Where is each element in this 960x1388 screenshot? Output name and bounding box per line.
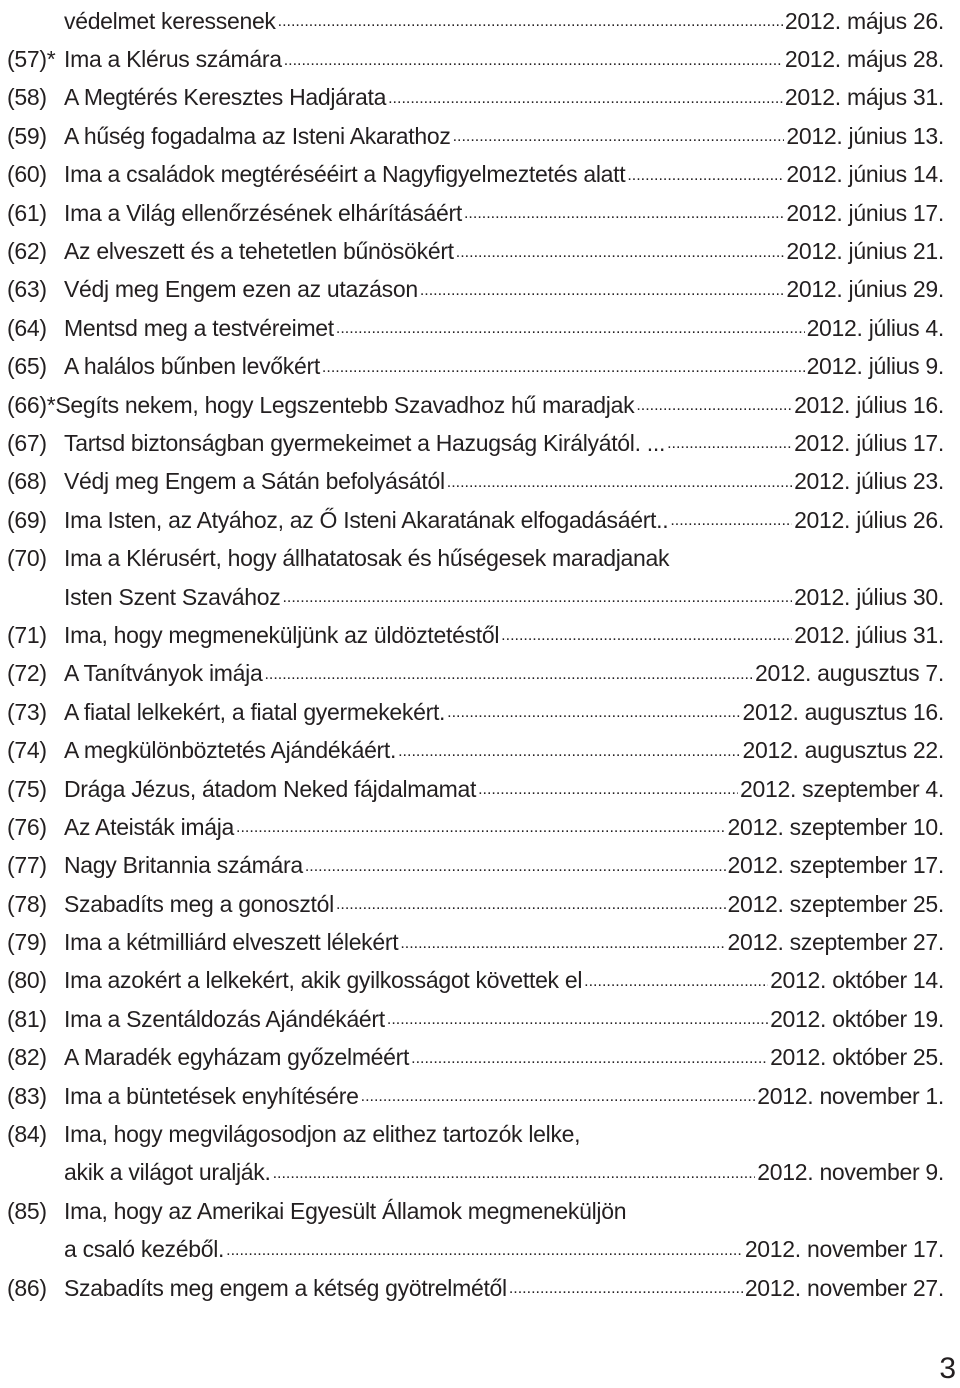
toc-entry-number: (72) <box>7 660 47 687</box>
toc-entry <box>0 2 960 40</box>
toc-entry-line <box>0 1154 944 1192</box>
toc-entry <box>0 309 960 347</box>
toc-entry-date: 2012. szeptember 27. <box>727 929 944 956</box>
toc-entry-date: 2012. július 23. <box>794 468 944 495</box>
toc-entry-line <box>0 693 944 731</box>
toc-entry <box>0 731 960 769</box>
toc-entry-number: (81) <box>7 1005 47 1032</box>
page-number: 3 <box>939 1352 956 1385</box>
toc-entry-line <box>0 1000 944 1038</box>
toc-entry-leader-dots <box>236 816 725 838</box>
toc-entry-title: Tartsd biztonságban gyermekeimet a Hazugság Királyától. ... <box>64 429 666 456</box>
toc-entry-line <box>0 194 944 232</box>
toc-entry <box>0 386 960 424</box>
toc-entry-number: (83) <box>7 1082 47 1109</box>
toc-entry-date: 2012. július 9. <box>806 353 944 380</box>
toc-entry-number: (75) <box>7 775 47 802</box>
toc-entry-title: Ima a büntetések enyhítésére <box>64 1082 359 1109</box>
toc-entry-leader-dots <box>447 701 740 723</box>
toc-entry <box>0 539 960 616</box>
toc-entry-leader-dots <box>226 1239 743 1261</box>
toc-entry-line <box>0 2 944 40</box>
toc-entry-title: Nagy Britannia számára <box>64 852 303 879</box>
toc-entry-line <box>0 156 944 194</box>
toc-entry-line <box>0 271 944 309</box>
toc-entry <box>0 232 960 270</box>
toc-entry-line <box>0 808 944 846</box>
toc-entry-leader-dots <box>627 164 784 186</box>
toc-entry-leader-dots <box>361 1085 756 1107</box>
toc-entry <box>0 885 960 923</box>
toc-entry-date: 2012. november 1. <box>757 1082 944 1109</box>
toc-entry-line <box>0 731 944 769</box>
toc-entry-title: Segíts nekem, hogy Legszentebb Szavadhoz hű maradjak <box>55 391 635 418</box>
toc-entry-leader-dots <box>464 202 784 224</box>
toc-entry-line <box>0 962 944 1000</box>
toc-entry-leader-dots <box>388 87 783 109</box>
toc-entry-title: Védj meg Engem a Sátán befolyásától <box>64 468 445 495</box>
toc-entry-line <box>0 79 944 117</box>
toc-entry <box>0 271 960 309</box>
toc-entry-date: 2012. október 19. <box>770 1005 944 1032</box>
toc-entry-number: (65) <box>7 353 47 380</box>
toc-entry-title: Ima Isten, az Atyához, az Ő Isteni Akaratának elfogadásáért.. <box>64 506 669 533</box>
toc-entry-leader-dots <box>411 1047 768 1069</box>
toc-entry-title: A megkülönböztetés Ajándékáért. <box>64 737 397 764</box>
toc-entry-number: (77) <box>7 852 47 879</box>
toc-entry-leader-dots <box>447 471 792 493</box>
toc-entry-leader-dots <box>456 241 785 263</box>
toc-entry-line <box>0 117 944 155</box>
toc-entry-line <box>0 847 944 885</box>
toc-entry-number: (76) <box>7 813 47 840</box>
toc-entry-line <box>0 232 944 270</box>
toc-entry <box>0 693 960 731</box>
toc-entry <box>0 348 960 386</box>
toc-entry-title: Ima, hogy megvilágosodjon az elithez tartozók lelke, <box>64 1121 581 1148</box>
toc-entry-date: 2012. szeptember 4. <box>740 775 944 802</box>
toc-entry-line <box>0 1039 944 1077</box>
toc-entry-number: (66)* <box>7 391 56 418</box>
toc-entry-line <box>0 616 944 654</box>
toc-entry-date: 2012. június 29. <box>786 276 944 303</box>
toc-entry-leader-dots <box>264 663 753 685</box>
toc-entry-number: (67) <box>7 429 47 456</box>
toc-entry-title: Ima azokért a lelkekért, akik gyilkosságot követtek el <box>64 967 583 994</box>
toc-entry-number: (69) <box>7 506 47 533</box>
toc-entry-number: (61) <box>7 199 47 226</box>
toc-entry-number: (73) <box>7 698 47 725</box>
toc-entry-title: Ima, hogy az Amerikai Egyesült Államok megmeneküljön <box>64 1197 627 1224</box>
toc-entry-number: (60) <box>7 161 47 188</box>
toc-entry-line <box>0 40 944 78</box>
toc-entry <box>0 501 960 539</box>
toc-entry-line <box>0 1115 944 1153</box>
toc-entry-title: Szabadíts meg a gonosztól <box>64 890 334 917</box>
toc-entry-number: (74) <box>7 737 47 764</box>
toc-entry-date: 2012. június 13. <box>786 122 944 149</box>
toc-entry <box>0 847 960 885</box>
toc-entry-date: 2012. október 14. <box>770 967 944 994</box>
toc-entry-title: A Megtérés Keresztes Hadjárata <box>64 84 387 111</box>
toc-entry-date: 2012. július 30. <box>794 583 944 610</box>
toc-entry-date: 2012. május 26. <box>784 7 944 34</box>
toc-entry-leader-dots <box>400 932 725 954</box>
toc-entry-leader-dots <box>509 1277 743 1299</box>
toc-entry-leader-dots <box>398 740 740 762</box>
toc-entry-title-continued: akik a világot uralják. <box>64 1159 271 1186</box>
toc-entry-line <box>0 386 944 424</box>
toc-entry-line <box>0 885 944 923</box>
toc-entry-date: 2012. június 14. <box>786 161 944 188</box>
toc-entry <box>0 79 960 117</box>
toc-entry-date: 2012. szeptember 17. <box>727 852 944 879</box>
toc-entry <box>0 770 960 808</box>
toc-entry <box>0 117 960 155</box>
toc-entry-title: Ima a Világ ellenőrzésének elhárításáért <box>64 199 462 226</box>
toc-entry-title: A hűség fogadalma az Isteni Akarathoz <box>64 122 451 149</box>
toc-entry-date: 2012. július 17. <box>794 429 944 456</box>
toc-entry-date: 2012. november 9. <box>757 1159 944 1186</box>
toc-entry <box>0 1115 960 1192</box>
toc-entry-leader-dots <box>667 432 792 454</box>
toc-entry-leader-dots <box>336 317 805 339</box>
toc-entry-number: (68) <box>7 468 47 495</box>
toc-entry-title-continued: a csaló kezéből. <box>64 1236 225 1263</box>
toc-entry-leader-dots <box>336 893 726 915</box>
toc-entry-number: (78) <box>7 890 47 917</box>
toc-entry-line <box>0 1231 944 1269</box>
toc-entry-date: 2012. augusztus 16. <box>742 698 944 725</box>
toc-entry-number: (82) <box>7 1044 47 1071</box>
toc-entry-number: (62) <box>7 238 47 265</box>
toc-entry-leader-dots <box>670 509 792 531</box>
toc-entry-leader-dots <box>636 394 792 416</box>
toc-entry <box>0 40 960 78</box>
toc-entry-leader-dots <box>420 279 785 301</box>
toc-entry-number: (84) <box>7 1121 47 1148</box>
toc-entry-line <box>0 309 944 347</box>
toc-entry-leader-dots <box>478 778 738 800</box>
toc-entry-title: Az Ateisták imája <box>64 813 235 840</box>
toc-entry <box>0 1039 960 1077</box>
toc-entry-title: Ima a kétmilliárd elveszett lélekért <box>64 929 399 956</box>
toc-entry-leader-dots <box>387 1008 768 1030</box>
toc-entry-leader-dots <box>453 125 785 147</box>
toc-entry-title: A Maradék egyházam győzelméért <box>64 1044 410 1071</box>
toc-entry-date: 2012. november 17. <box>744 1236 944 1263</box>
toc-entry-line <box>0 1269 944 1307</box>
toc-entry-date: 2012. július 4. <box>806 314 944 341</box>
toc-entry-line <box>0 463 944 501</box>
toc-entry <box>0 808 960 846</box>
toc-entry-title: Ima a Szentáldozás Ajándékáért <box>64 1005 385 1032</box>
toc-entry-title-continued: Isten Szent Szavához <box>64 583 281 610</box>
toc-entry-title: A halálos bűnben levőkért <box>64 353 320 380</box>
toc-entry-number: (85) <box>7 1197 47 1224</box>
toc-entry-number: (70) <box>7 545 47 572</box>
toc-entry-number: (86) <box>7 1274 47 1301</box>
toc-entry-number: (57)* <box>7 46 56 73</box>
toc-entry-date: 2012. szeptember 25. <box>727 890 944 917</box>
toc-entry-line <box>0 923 944 961</box>
toc-entry-title: védelmet keressenek <box>64 7 276 34</box>
toc-entry-date: 2012. július 31. <box>794 621 944 648</box>
toc-entry <box>0 616 960 654</box>
toc-entry-title: Ima a családok megtérésééirt a Nagyfigyelmeztetés alatt <box>64 161 626 188</box>
toc-entry-number: (80) <box>7 967 47 994</box>
toc-entry-line <box>0 424 944 462</box>
toc-entry <box>0 962 960 1000</box>
toc-entry <box>0 655 960 693</box>
toc-entry-title: A Tanítványok imája <box>64 660 263 687</box>
toc-entry-date: 2012. május 28. <box>784 46 944 73</box>
toc-entry-line <box>0 1192 944 1230</box>
toc-entry-title: Drága Jézus, átadom Neked fájdalmamat <box>64 775 477 802</box>
toc-entry-leader-dots <box>282 586 792 608</box>
toc-entry-line <box>0 1077 944 1115</box>
toc-entry-number: (64) <box>7 314 47 341</box>
toc-entry-line <box>0 770 944 808</box>
toc-entry <box>0 194 960 232</box>
toc-entry-line <box>0 655 944 693</box>
toc-entry-leader-dots <box>584 970 768 992</box>
table-of-contents <box>0 2 960 1307</box>
toc-entry-date: 2012. augusztus 22. <box>742 737 944 764</box>
toc-entry-title: Ima a Klérus számára <box>64 46 282 73</box>
toc-entry-number: (58) <box>7 84 47 111</box>
toc-entry-date: 2012. november 27. <box>744 1274 944 1301</box>
toc-entry-number: (59) <box>7 122 47 149</box>
toc-entry-title: Ima a Klérusért, hogy állhatatosak és hűségesek maradjanak <box>64 545 670 572</box>
toc-entry-title: Védj meg Engem ezen az utazáson <box>64 276 418 303</box>
toc-entry-leader-dots <box>322 356 805 378</box>
toc-entry-date: 2012. július 26. <box>794 506 944 533</box>
toc-entry <box>0 1192 960 1269</box>
toc-entry <box>0 1269 960 1307</box>
toc-entry-line <box>0 578 944 616</box>
toc-entry-line <box>0 501 944 539</box>
toc-entry-leader-dots <box>305 855 726 877</box>
toc-entry <box>0 1077 960 1115</box>
toc-entry-date: 2012. október 25. <box>770 1044 944 1071</box>
toc-entry-number: (63) <box>7 276 47 303</box>
toc-entry <box>0 156 960 194</box>
toc-entry-title: Az elveszett és a tehetetlen bűnösökért <box>64 238 454 265</box>
toc-entry-line <box>0 539 944 577</box>
toc-entry-leader-dots <box>273 1162 756 1184</box>
toc-entry-title: Mentsd meg a testvéreimet <box>64 314 334 341</box>
toc-entry-leader-dots <box>278 10 783 32</box>
toc-entry-title: A fiatal lelkekért, a fiatal gyermekekért. <box>64 698 446 725</box>
toc-entry <box>0 463 960 501</box>
toc-entry-date: 2012. május 31. <box>784 84 944 111</box>
toc-entry-leader-dots <box>501 624 792 646</box>
toc-entry-date: 2012. szeptember 10. <box>727 813 944 840</box>
toc-entry <box>0 424 960 462</box>
toc-entry-title: Szabadíts meg engem a kétség gyötrelmétől <box>64 1274 507 1301</box>
toc-entry-number: (71) <box>7 621 47 648</box>
toc-entry-date: 2012. június 17. <box>786 199 944 226</box>
toc-entry-date: 2012. június 21. <box>786 238 944 265</box>
toc-entry-title: Ima, hogy megmeneküljünk az üldöztetéstől <box>64 621 500 648</box>
toc-entry <box>0 923 960 961</box>
toc-entry-line <box>0 348 944 386</box>
toc-entry <box>0 1000 960 1038</box>
toc-entry-date: 2012. augusztus 7. <box>755 660 944 687</box>
toc-entry-leader-dots <box>284 49 783 71</box>
toc-entry-date: 2012. július 16. <box>794 391 944 418</box>
toc-entry-number: (79) <box>7 929 47 956</box>
